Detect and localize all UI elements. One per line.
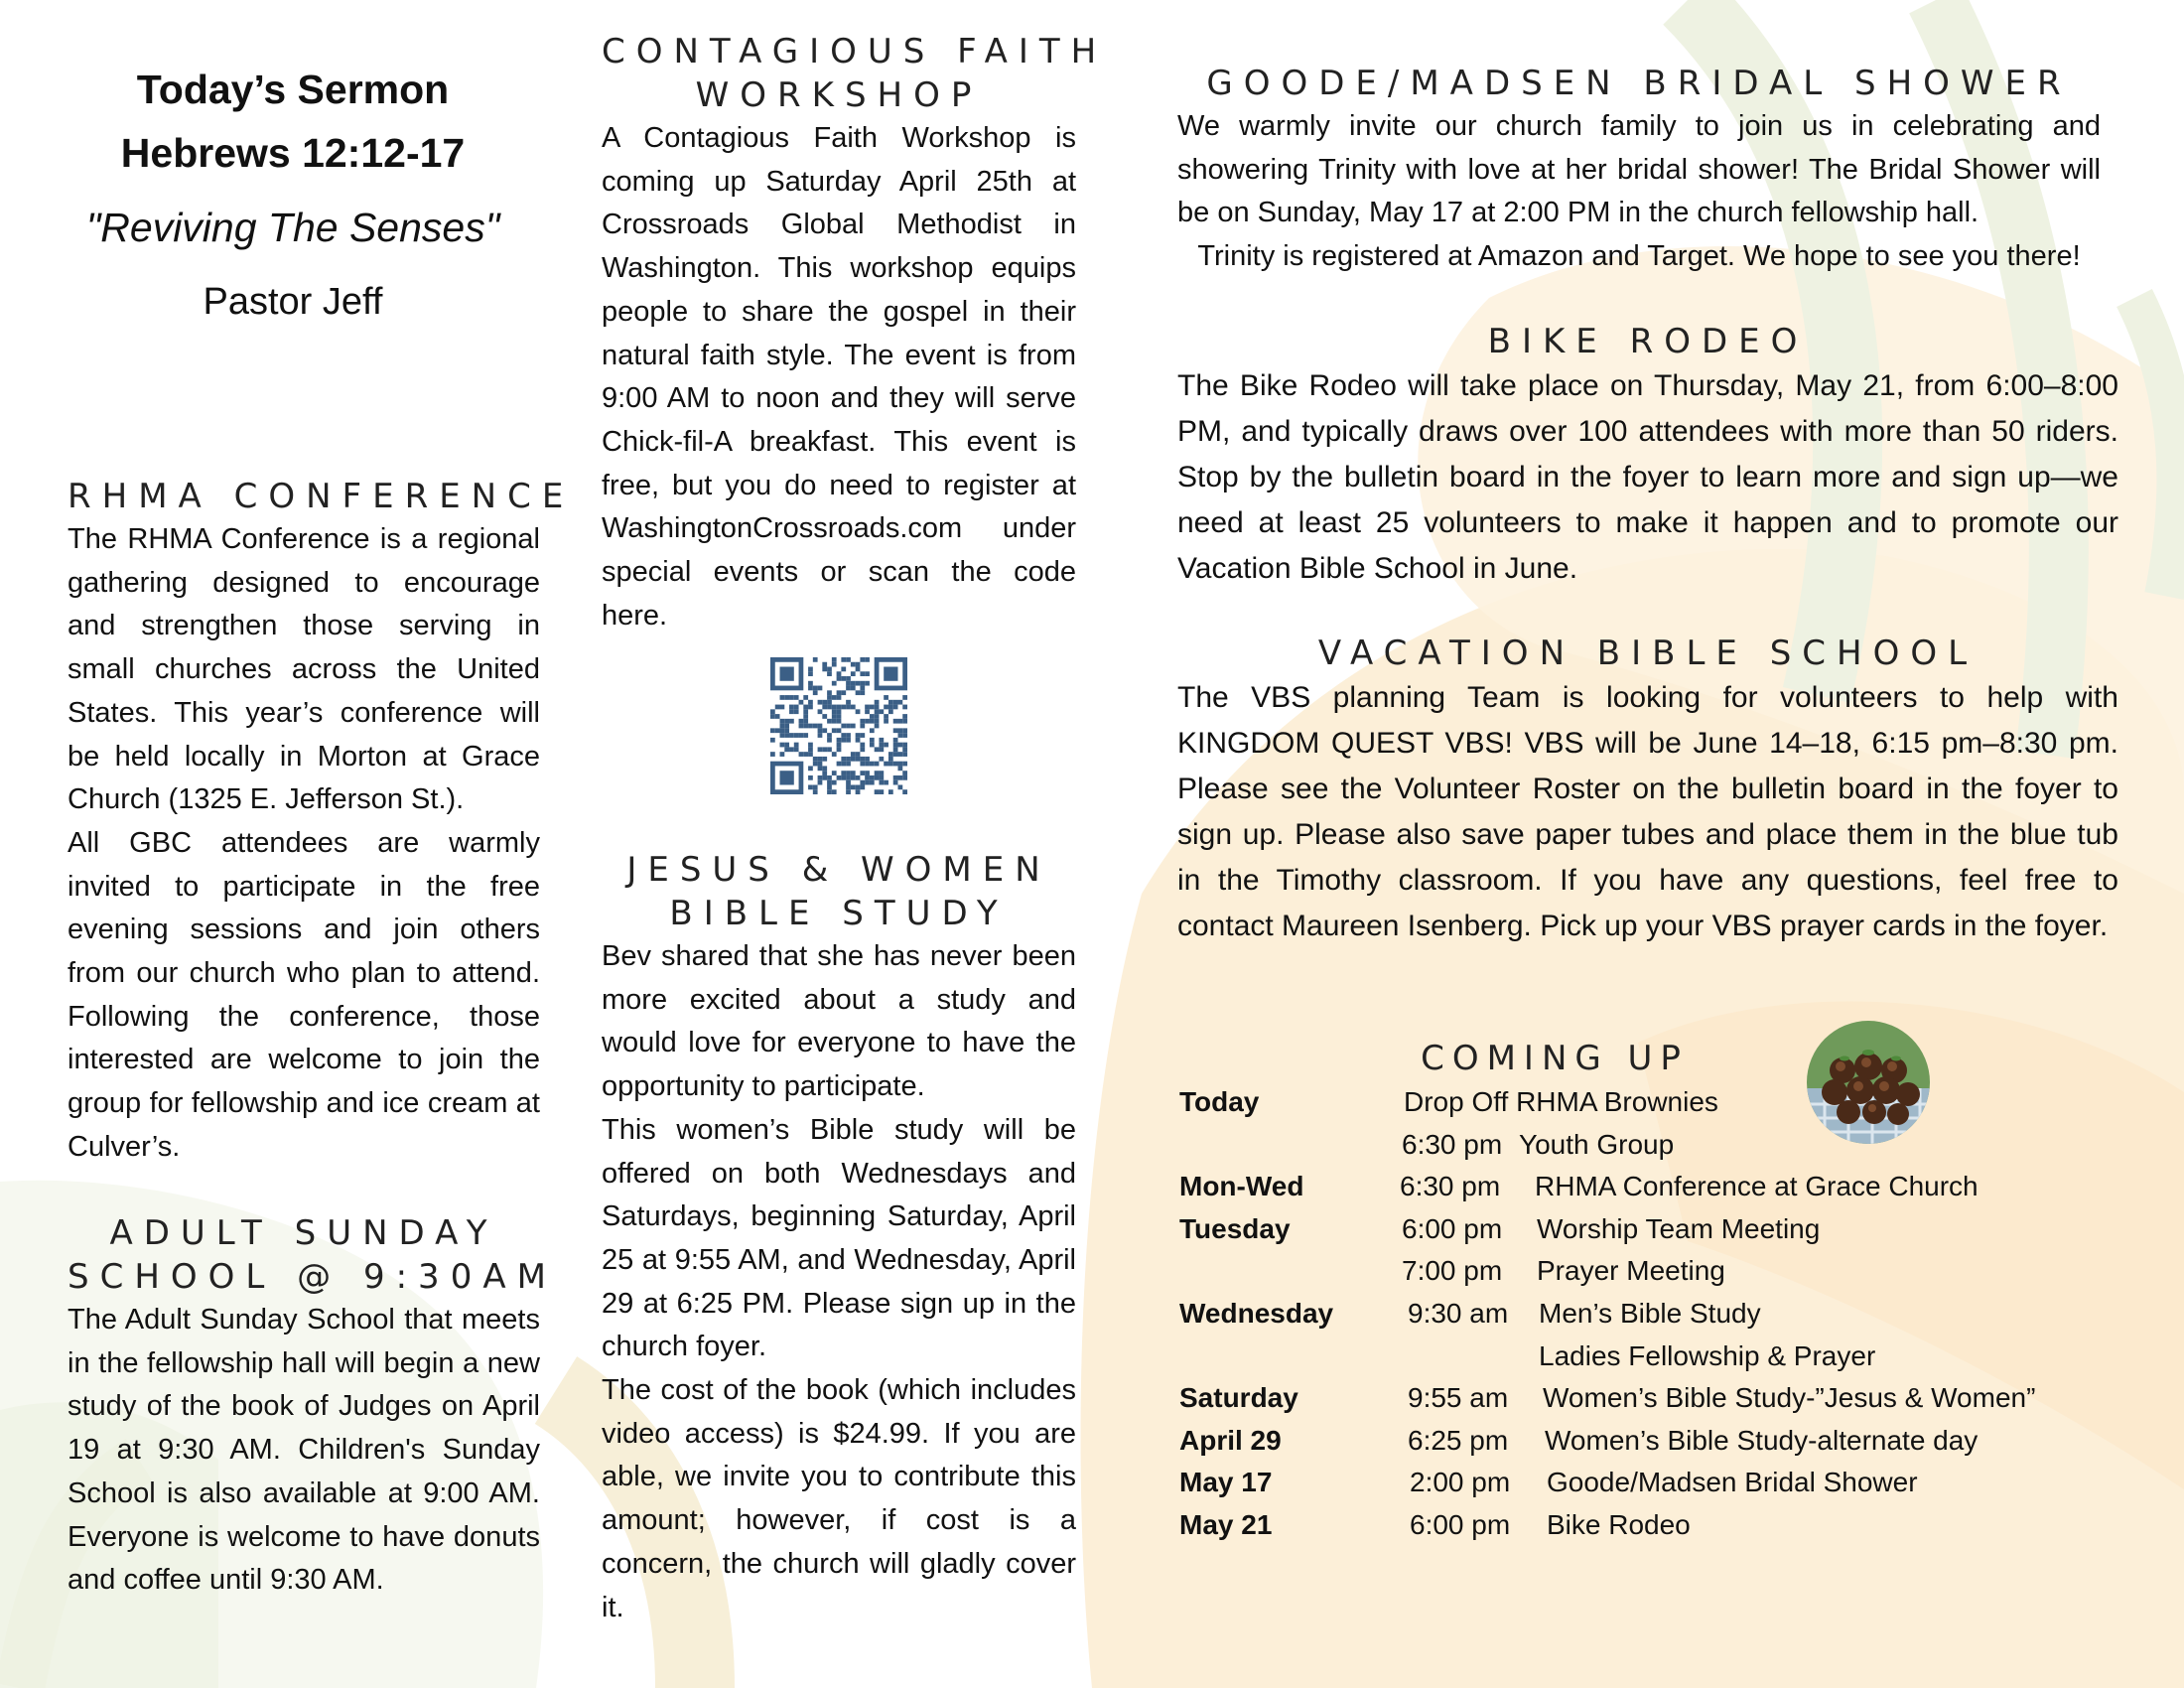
schedule-day: Saturday bbox=[1179, 1382, 1298, 1414]
schedule-row bbox=[1177, 1425, 2130, 1465]
schedule-day: May 21 bbox=[1179, 1509, 1273, 1540]
jesus-women-heading-line1: JESUS & WOMEN bbox=[626, 850, 1051, 890]
bike-rodeo-section bbox=[1177, 320, 2118, 592]
schedule-row bbox=[1177, 1298, 2130, 1337]
schedule-time: 6:25 pm bbox=[1408, 1424, 1509, 1456]
contagious-heading-line2: WORKSHOP bbox=[695, 75, 983, 115]
vbs-paragraph-1: The VBS planning Team is looking for volunteers to help with KINGDOM QUEST VBS! VBS will be June 14–18, 6:15 pm–8:30 pm. Please see the Volunteer Roster on the bulletin board in the foyer to sign up. Please also save paper tubes and place them in the blue tub in the Timothy classroom. If you have any questions, feel free to contact Maureen Isenberg. Pick up your VBS prayer cards in the foyer. bbox=[1177, 681, 2118, 942]
jesus-women-section bbox=[602, 848, 1076, 1629]
sermon-title-line2: Hebrews 12:12-17 bbox=[120, 130, 466, 176]
schedule-event: Youth Group bbox=[1519, 1128, 1675, 1160]
contagious-heading-line1: CONTAGIOUS FAITH bbox=[602, 32, 1108, 71]
jesus-women-heading-line2: BIBLE STUDY bbox=[669, 894, 1009, 933]
vbs-body bbox=[1177, 675, 2118, 949]
rhma-paragraph-1: The RHMA Conference is a regional gathering designed to encourage and strengthen those serving in small churches across the United States. This year’s conference will be held locally in Morton at Grace Church (1325 E. Jefferson St.). bbox=[68, 523, 540, 816]
schedule-day: Tuesday bbox=[1179, 1212, 1291, 1244]
bridal-paragraph-1: We warmly invite our church family to join us in celebrating and showering Trinity with love at her bridal shower! The Bridal Shower will be on Sunday, May 17 at 2:00 PM in the church fellowship hall. bbox=[1177, 110, 2101, 229]
schedule-day: Mon-Wed bbox=[1179, 1171, 1304, 1202]
schedule-row bbox=[1177, 1129, 2130, 1169]
rhma-heading: RHMA CONFERENCE bbox=[68, 477, 575, 516]
schedule-time: 6:00 pm bbox=[1402, 1212, 1503, 1244]
rhma-paragraph-2: All GBC attendees are warmly invited to participate in the free evening sessions and join others from our church who plan to attend. Following the conference, those interested are welcome to join the group for fellowship and ice cream at Culver’s. bbox=[68, 826, 540, 1163]
schedule-day: Today bbox=[1179, 1086, 1260, 1117]
rhma-section bbox=[68, 475, 575, 1170]
contagious-faith-section bbox=[602, 30, 1108, 637]
schedule-row bbox=[1177, 1086, 2130, 1126]
schedule-time: 9:55 am bbox=[1408, 1382, 1509, 1414]
schedule-time: 6:00 pm bbox=[1410, 1509, 1511, 1540]
bridal-shower-section bbox=[1177, 62, 2101, 279]
schedule-time: 7:00 pm bbox=[1402, 1255, 1503, 1287]
schedule-row bbox=[1177, 1171, 2130, 1210]
schedule-row bbox=[1177, 1467, 2130, 1506]
schedule-event: Worship Team Meeting bbox=[1537, 1212, 1821, 1244]
schedule-row bbox=[1177, 1340, 2130, 1380]
bridal-paragraph-2: Trinity is registered at Amazon and Target. We hope to see you there! bbox=[1197, 240, 2081, 273]
schedule-day: April 29 bbox=[1179, 1424, 1282, 1456]
bridal-body bbox=[1177, 105, 2101, 279]
contagious-paragraph-1: A Contagious Faith Workshop is coming up Saturday April 25th at Crossroads Global Methodist in Washington. This workshop equips people to share the gospel in their natural faith style. The event is from 9:00 AM to noon and they will serve Chick-fil-A breakfast. This event is free, but you do need to register at WashingtonCrossroads.com under special events or scan the code here. bbox=[602, 122, 1076, 632]
bike-body bbox=[1177, 363, 2118, 592]
adult-ss-heading-line1: ADULT SUNDAY bbox=[109, 1213, 498, 1253]
schedule-row bbox=[1177, 1509, 2130, 1549]
schedule-event: RHMA Conference at Grace Church bbox=[1535, 1171, 1979, 1202]
schedule-row bbox=[1177, 1255, 2130, 1295]
schedule-day: Wednesday bbox=[1179, 1298, 1334, 1329]
sermon-pastor: Pastor Jeff bbox=[203, 281, 383, 323]
rhma-body bbox=[68, 518, 540, 1170]
contagious-body bbox=[602, 117, 1076, 637]
schedule-day: May 17 bbox=[1179, 1467, 1273, 1498]
schedule-row bbox=[1177, 1382, 2130, 1422]
bridal-heading: GOODE/MADSEN BRIDAL SHOWER bbox=[1206, 64, 2072, 103]
jesus-women-paragraph-3: The cost of the book (which includes video access) is $24.99. If you are able, we invite you to contribute this amount; however, if cost is a concern, the church will gladly cover it. bbox=[602, 1374, 1076, 1623]
coming-up-heading: COMING UP bbox=[1421, 1039, 1689, 1078]
sermon-title-line1: Today’s Sermon bbox=[136, 67, 450, 112]
jesus-women-body bbox=[602, 935, 1076, 1629]
adult-sunday-school-section bbox=[68, 1211, 557, 1603]
bike-paragraph-1: The Bike Rodeo will take place on Thursday, May 21, from 6:00–8:00 PM, and typically draws over 100 attendees with more than 50 riders. Stop by the bulletin board in the foyer to learn more and sign up—we need at least 25 volunteers to make it happen and to promote our Vacation Bible School in June. bbox=[1177, 369, 2118, 585]
bike-heading: BIKE RODEO bbox=[1487, 322, 1809, 361]
schedule-event: Ladies Fellowship & Prayer bbox=[1539, 1339, 1876, 1371]
schedule-event: Drop Off RHMA Brownies bbox=[1404, 1086, 1718, 1117]
schedule-row bbox=[1177, 1213, 2130, 1253]
jesus-women-paragraph-1: Bev shared that she has never been more excited about a study and would love for everyone to have the opportunity to participate. bbox=[602, 940, 1076, 1103]
jesus-women-paragraph-2: This women’s Bible study will be offered on both Wednesdays and Saturdays, beginning Saturday, April 25 at 9:55 AM, and Wednesday, April 29 at 6:25 PM. Please sign up in the church foyer. bbox=[602, 1113, 1076, 1363]
schedule-event: Women’s Bible Study-”Jesus & Women” bbox=[1543, 1382, 2036, 1414]
schedule-event: Goode/Madsen Bridal Shower bbox=[1547, 1467, 1918, 1498]
sermon-block bbox=[60, 58, 526, 324]
schedule-time: 2:00 pm bbox=[1410, 1467, 1511, 1498]
schedule-event: Prayer Meeting bbox=[1537, 1255, 1725, 1287]
schedule-time: 9:30 am bbox=[1408, 1298, 1509, 1329]
vbs-heading: VACATION BIBLE SCHOOL bbox=[1317, 633, 1979, 673]
qr-code-icon[interactable] bbox=[770, 657, 907, 794]
adult-ss-paragraph-1: The Adult Sunday School that meets in the fellowship hall will begin a new study of the book of Judges on April 19 at 9:30 AM. Children's Sunday School is also available at 9:00 AM. Everyone is welcome to have donuts and coffee until 9:30 AM. bbox=[68, 1304, 540, 1597]
cupcakes-photo bbox=[1805, 1019, 1932, 1146]
schedule-time: 6:30 pm bbox=[1400, 1171, 1501, 1202]
schedule-event: Bike Rodeo bbox=[1547, 1509, 1691, 1540]
adult-ss-body bbox=[68, 1299, 540, 1603]
schedule-event: Men’s Bible Study bbox=[1539, 1298, 1761, 1329]
sermon-subtitle: "Reviving The Senses" bbox=[85, 205, 500, 250]
coming-up-section bbox=[1177, 1037, 2130, 1553]
vbs-section bbox=[1177, 632, 2118, 949]
schedule-event: Women’s Bible Study-alternate day bbox=[1545, 1424, 1979, 1456]
schedule-time: 6:30 pm bbox=[1402, 1128, 1503, 1160]
adult-ss-heading-line2: SCHOOL @ 9:30AM bbox=[68, 1257, 557, 1297]
